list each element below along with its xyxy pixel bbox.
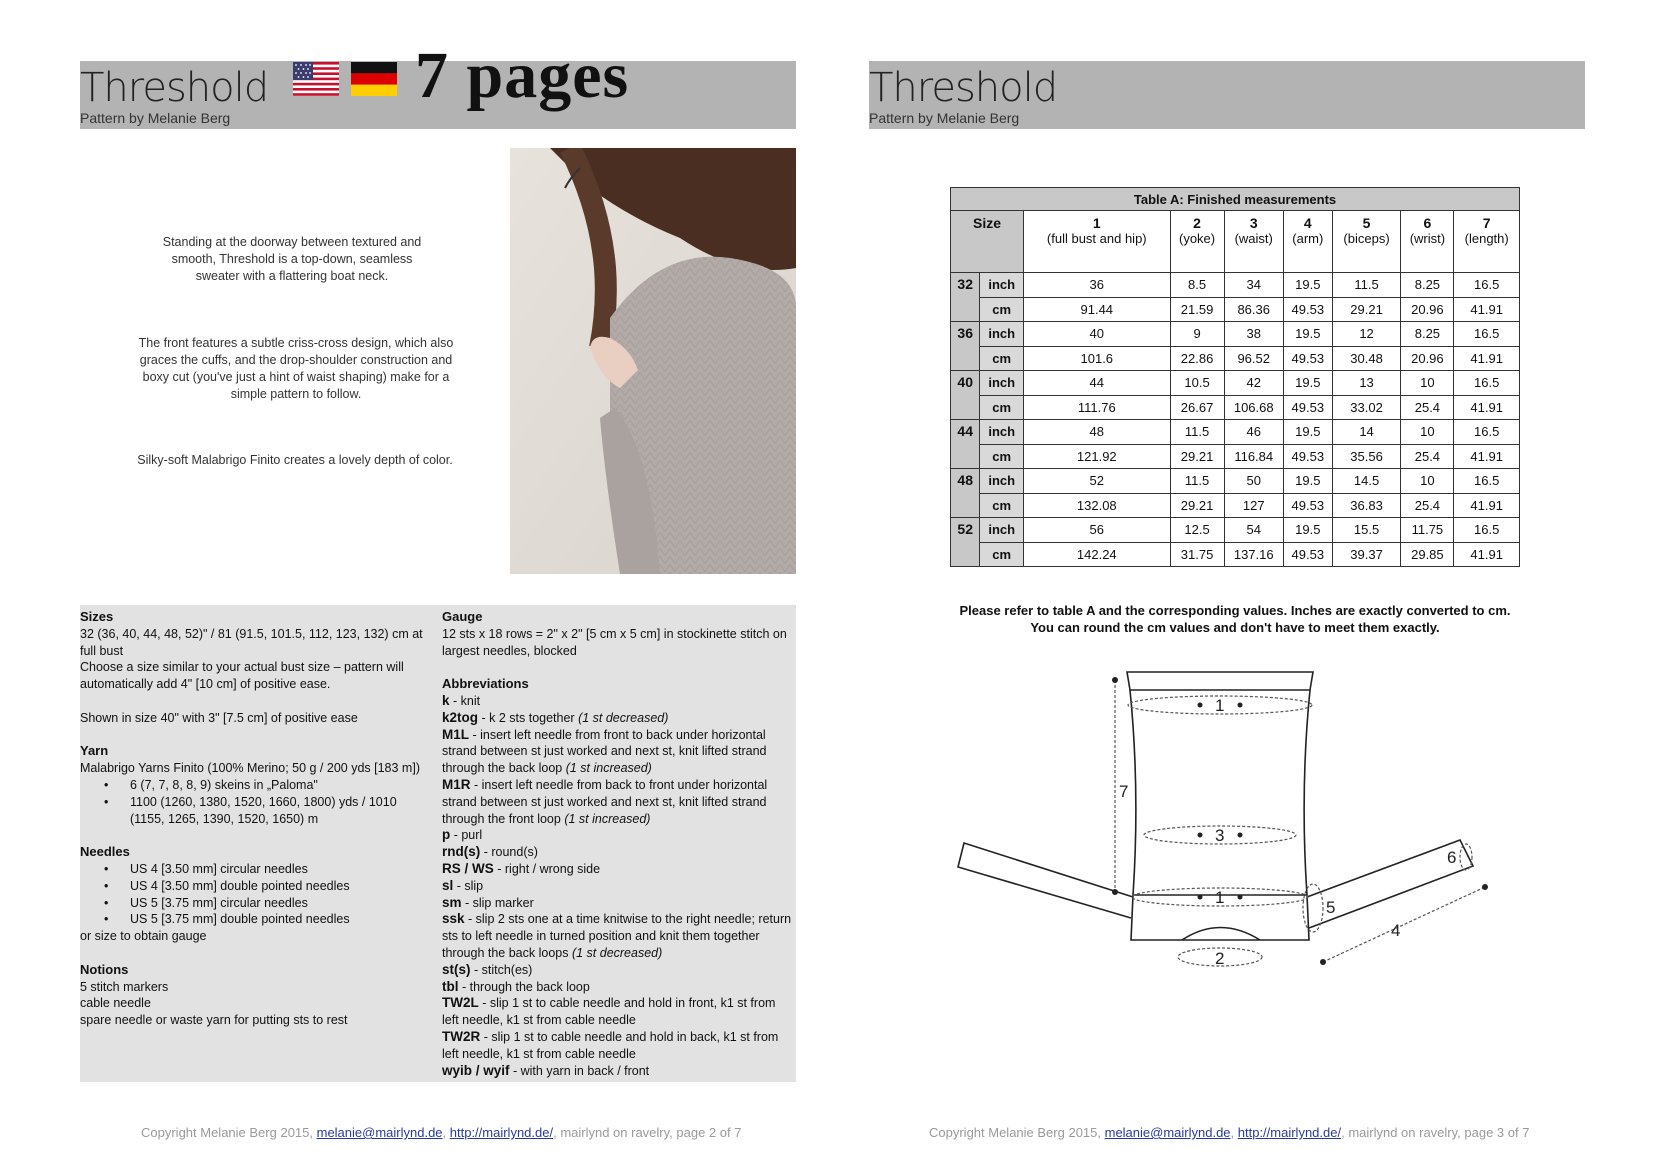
unit-cell: cm [980,542,1024,567]
list-item: • US 4 [3.50 mm] circular needles [130,861,430,878]
value-cell: 41.91 [1454,493,1520,518]
value-cell: 52 [1024,469,1171,494]
abbreviation-note: (1 st decreased) [578,710,669,725]
abbreviation-definition: - stitch(es) [470,962,533,977]
pattern-info-box [80,605,796,1082]
abbreviation-term: k [442,692,450,708]
schematic-label-4: 4 [1391,921,1401,940]
list-item: • US 4 [3.50 mm] double pointed needles [130,878,430,895]
column-number: 2 [1193,215,1201,231]
value-cell: 127 [1224,493,1283,518]
value-cell: 11.75 [1401,518,1454,543]
needles-tail: or size to obtain gauge [80,929,207,944]
column-label: (biceps) [1343,231,1390,246]
unit-cell: inch [980,371,1024,396]
value-cell: 48 [1024,420,1171,445]
value-cell: 29.21 [1170,493,1224,518]
column-header [1170,211,1224,273]
abbreviation-item [442,995,792,1029]
measurements-table [950,187,1520,567]
abbreviation-definition: - slip 1 st to cable needle and hold in back, k1 st from left needle, k1 st from cable needle [442,1029,779,1061]
intro-paragraph: The front features a subtle criss-cross design, which also graces the cuffs, and the drop-shoulder construction and boxy cut (you've just a hint of waist shaping) make for a simple pattern to follow. [138,336,454,401]
value-cell: 49.53 [1283,395,1332,420]
footer-url-link[interactable]: http://mairlynd.de/ [1237,1125,1342,1140]
needles-heading: Needles [80,844,130,860]
unit-cell: inch [980,273,1024,298]
column-number: 7 [1482,215,1491,231]
value-cell: 29.85 [1401,542,1454,567]
size-cell: 36 [951,322,980,371]
value-cell: 12.5 [1170,518,1224,543]
abbreviation-item [442,844,792,861]
abbreviation-definition: - round(s) [480,845,538,860]
left-footer [141,1125,741,1140]
abbreviations-heading: Abbreviations [442,676,529,692]
unit-cell: inch [980,322,1024,347]
value-cell: 49.53 [1283,444,1332,469]
abbreviation-item [442,895,792,912]
value-cell: 25.4 [1401,395,1454,420]
note-line: You can round the cm values and don't have to meet them exactly. [1030,620,1440,635]
table-row [951,273,1520,298]
value-cell: 46 [1224,420,1283,445]
size-cell: 48 [951,469,980,518]
list-item: • 6 (7, 7, 8, 8, 9) skeins in „Paloma" [130,777,430,794]
abbreviation-definition: - slip [453,878,484,893]
abbreviation-note: (1 st decreased) [571,945,663,960]
abbreviation-term: sm [442,894,462,910]
value-cell: 56 [1024,518,1171,543]
unit-cell: inch [980,420,1024,445]
abbreviation-definition: - through the back loop [458,979,590,994]
yarn-list [80,777,430,827]
value-cell: 41.91 [1454,542,1520,567]
info-left-column [80,609,430,1029]
value-cell: 137.16 [1224,542,1283,567]
footer-page-info: , mairlynd on ravelry, page 3 of 7 [1341,1125,1530,1140]
footer-url-link[interactable]: http://mairlynd.de/ [449,1125,554,1140]
value-cell: 11.5 [1332,273,1401,298]
size-cell: 44 [951,420,980,469]
value-cell: 14.5 [1332,469,1401,494]
list-item: • 1100 (1260, 1380, 1520, 1660, 1800) yds / 1010 (1155, 1265, 1390, 1520, 1650) m [130,794,430,828]
unit-cell: cm [980,395,1024,420]
value-cell: 16.5 [1454,518,1520,543]
value-cell: 10 [1401,371,1454,396]
column-number: 3 [1249,215,1258,231]
value-cell: 91.44 [1024,297,1171,322]
value-cell: 9 [1170,322,1224,347]
value-cell: 54 [1224,518,1283,543]
footer-copyright: Copyright Melanie Berg 2015, [141,1125,317,1140]
unit-cell: inch [980,469,1024,494]
abbreviation-item [442,727,792,777]
abbreviation-item [442,693,792,710]
value-cell: 38 [1224,322,1283,347]
abbreviation-item [442,962,792,979]
unit-cell: cm [980,444,1024,469]
value-cell: 111.76 [1024,395,1171,420]
unit-cell: inch [980,518,1024,543]
column-header [1283,211,1332,273]
value-cell: 19.5 [1283,322,1332,347]
abbreviation-term: st(s) [442,961,471,977]
table-row [951,322,1520,347]
footer-page-info: , mairlynd on ravelry, page 2 of 7 [553,1125,742,1140]
value-cell: 22.86 [1170,346,1224,371]
left-page-subtitle: Pattern by Melanie Berg [80,110,231,126]
value-cell: 29.21 [1170,444,1224,469]
right-footer [929,1125,1529,1140]
value-cell: 19.5 [1283,273,1332,298]
value-cell: 34 [1224,273,1283,298]
table-row [951,493,1520,518]
notions-line: cable needle [80,996,151,1011]
column-number: 5 [1362,215,1371,231]
abbreviation-term: sl [442,877,454,893]
value-cell: 15.5 [1332,518,1401,543]
value-cell: 16.5 [1454,371,1520,396]
value-cell: 49.53 [1283,542,1332,567]
abbreviation-definition: - right / wrong side [493,861,601,876]
value-cell: 121.92 [1024,444,1171,469]
sweater-photo [510,148,796,574]
footer-separator: , [442,1125,450,1140]
column-label: (wrist) [1409,231,1446,246]
notions-line: spare needle or waste yarn for putting sts to rest [80,1013,348,1028]
value-cell: 33.02 [1332,395,1401,420]
schematic-label-5: 5 [1326,898,1336,917]
right-page-subtitle: Pattern by Melanie Berg [869,110,1020,126]
value-cell: 106.68 [1224,395,1283,420]
value-cell: 86.36 [1224,297,1283,322]
table-row [951,518,1520,543]
column-number: 1 [1092,215,1101,231]
abbreviation-definition: - slip marker [461,895,534,910]
abbreviation-term: TW2L [442,995,479,1011]
schematic-label-7: 7 [1119,782,1129,801]
value-cell: 29.21 [1332,297,1401,322]
value-cell: 36 [1024,273,1171,298]
value-cell: 41.91 [1454,395,1520,420]
abbreviation-term: wyib / wyif [442,1062,510,1078]
list-item: • US 5 [3.75 mm] double pointed needles [130,911,430,928]
abbreviation-definition: - slip 2 sts one at a time knitwise to the right needle; return sts to left needle in turned position and knit them together through the back loops [442,912,792,960]
value-cell: 10.5 [1170,371,1224,396]
abbreviation-item [442,777,792,827]
schematic-label-1-lower: 1 [1215,888,1225,907]
abbreviation-item [442,827,792,844]
value-cell: 41.91 [1454,444,1520,469]
abbreviation-item [442,911,792,961]
abbreviation-item [442,979,792,996]
value-cell: 44 [1024,371,1171,396]
unit-cell: cm [980,493,1024,518]
abbreviation-term: ssk [442,911,465,927]
column-header [1454,211,1520,273]
schematic-label-6: 6 [1447,848,1457,867]
abbreviation-term: TW2R [442,1028,481,1044]
column-label: (full bust and hip) [1046,231,1147,246]
column-header [1024,211,1171,273]
yarn-line: Malabrigo Yarns Finito (100% Merino; 50 g / 200 yds [183 m]) [80,761,420,776]
left-page-title: Threshold [80,65,269,111]
abbreviations-list [442,693,792,1079]
table-caption: Table A: Finished measurements [951,188,1520,211]
schematic-label-3: 3 [1215,826,1225,845]
abbreviation-item [442,1029,792,1063]
notions-line: 5 stitch markers [80,979,169,994]
value-cell: 14 [1332,420,1401,445]
unit-cell: cm [980,297,1024,322]
footer-email-link[interactable]: melanie@mairlynd.de [316,1125,443,1140]
abbreviation-term: k2tog [442,709,479,725]
column-header [1401,211,1454,273]
abbreviation-definition: - slip 1 st to cable needle and hold in front, k1 st from left needle, k1 st from cable needle [442,996,776,1028]
abbreviation-term: RS / WS [442,860,494,876]
value-cell: 41.91 [1454,346,1520,371]
gauge-heading: Gauge [442,609,483,624]
column-header [1332,211,1401,273]
value-cell: 19.5 [1283,420,1332,445]
value-cell: 41.91 [1454,297,1520,322]
abbreviation-definition: - with yarn in back / front [509,1063,650,1078]
value-cell: 8.25 [1401,273,1454,298]
yarn-heading: Yarn [80,743,109,759]
value-cell: 31.75 [1170,542,1224,567]
column-label: (length) [1464,231,1509,246]
unit-cell: cm [980,346,1024,371]
size-cell: 52 [951,518,980,567]
sizes-line: Choose a size similar to your actual bust size – pattern will automatically add 4" [10 cm] of positive ease. [80,660,404,692]
value-cell: 16.5 [1454,469,1520,494]
abbreviation-term: p [442,827,451,843]
column-header [1224,211,1283,273]
size-header: Size [951,211,1024,273]
note-line: Please refer to table A and the corresponding values. Inches are exactly converted to cm. [959,603,1511,618]
abbreviation-item [442,710,792,727]
value-cell: 50 [1224,469,1283,494]
value-cell: 142.24 [1024,542,1171,567]
value-cell: 42 [1224,371,1283,396]
value-cell: 49.53 [1283,346,1332,371]
abbreviation-term: tbl [442,978,459,994]
value-cell: 13 [1332,371,1401,396]
value-cell: 25.4 [1401,493,1454,518]
value-cell: 101.6 [1024,346,1171,371]
value-cell: 116.84 [1224,444,1283,469]
table-row [951,371,1520,396]
sizes-heading: Sizes [80,609,114,624]
sizes-line: Shown in size 40" with 3" [7.5 cm] of positive ease [80,710,358,725]
value-cell: 16.5 [1454,322,1520,347]
sweater-schematic [955,660,1515,980]
sizes-line: 32 (36, 40, 44, 48, 52)" / 81 (91.5, 101.5, 112, 123, 132) cm at full bust [80,626,423,658]
value-cell: 96.52 [1224,346,1283,371]
abbreviation-definition: - purl [450,828,483,843]
table-row [951,420,1520,445]
column-number: 6 [1423,215,1432,231]
abbreviation-term: M1L [442,726,469,742]
abbreviation-item [442,1063,792,1080]
table-row [951,346,1520,371]
abbreviation-term: M1R [442,776,471,792]
size-cell: 32 [951,273,980,322]
value-cell: 132.08 [1024,493,1171,518]
value-cell: 26.67 [1170,395,1224,420]
footer-copyright: Copyright Melanie Berg 2015, [929,1125,1105,1140]
value-cell: 35.56 [1332,444,1401,469]
value-cell: 10 [1401,469,1454,494]
value-cell: 20.96 [1401,297,1454,322]
pages-count-label: 7 pages [415,39,630,112]
abbreviation-term: rnd(s) [442,844,481,860]
value-cell: 25.4 [1401,444,1454,469]
footer-separator: , [1230,1125,1238,1140]
info-right-column [442,609,792,1079]
value-cell: 11.5 [1170,469,1224,494]
value-cell: 36.83 [1332,493,1401,518]
column-number: 4 [1303,215,1312,231]
value-cell: 40 [1024,322,1171,347]
value-cell: 8.25 [1401,322,1454,347]
value-cell: 12 [1332,322,1401,347]
intro-paragraph: Silky-soft Malabrigo Finito creates a lovely depth of color. [137,453,453,467]
abbreviation-definition: - knit [449,693,481,708]
value-cell: 49.53 [1283,493,1332,518]
value-cell: 19.5 [1283,469,1332,494]
abbreviation-note: (1 st increased) [565,761,652,776]
abbreviation-definition: - insert left needle from front to back under horizontal strand between st just worked and next st, knit lifted strand through the back loop [442,727,767,776]
value-cell: 30.48 [1332,346,1401,371]
table-row [951,297,1520,322]
size-cell: 40 [951,371,980,420]
value-cell: 19.5 [1283,371,1332,396]
value-cell: 49.53 [1283,297,1332,322]
abbreviation-definition: - insert left needle from back to front under horizontal strand between st just worked and next st, knit lifted strand through the front loop [442,777,768,826]
table-note [940,602,1530,636]
footer-email-link[interactable]: melanie@mairlynd.de [1104,1125,1231,1140]
german-flag-icon [351,62,397,96]
notions-heading: Notions [80,961,129,977]
list-item: • US 5 [3.75 mm] circular needles [130,895,430,912]
value-cell: 20.96 [1401,346,1454,371]
gauge-text: 12 sts x 18 rows = 2" x 2" [5 cm x 5 cm] in stockinette stitch on largest needles, blocked [442,626,787,658]
schematic-label-1: 1 [1215,696,1225,715]
abbreviation-note: (1 st increased) [564,811,651,826]
column-label: (yoke) [1179,231,1216,246]
table-row [951,444,1520,469]
value-cell: 21.59 [1170,297,1224,322]
value-cell: 16.5 [1454,420,1520,445]
intro-paragraph: Standing at the doorway between textured and smooth, Threshold is a top-down, seamless sweater with a flattering boat neck. [162,235,422,283]
table-row [951,542,1520,567]
value-cell: 8.5 [1170,273,1224,298]
table-row [951,395,1520,420]
abbreviation-item [442,861,792,878]
value-cell: 39.37 [1332,542,1401,567]
value-cell: 10 [1401,420,1454,445]
needles-list [80,861,430,928]
us-flag-icon [293,62,339,96]
right-page-title: Threshold [869,65,1058,111]
value-cell: 11.5 [1170,420,1224,445]
abbreviation-definition: - k 2 sts together [478,710,579,725]
value-cell: 16.5 [1454,273,1520,298]
schematic-label-2: 2 [1215,949,1225,968]
abbreviation-item [442,878,792,895]
column-label: (arm) [1292,231,1324,246]
column-label: (waist) [1234,231,1273,246]
table-row [951,469,1520,494]
value-cell: 19.5 [1283,518,1332,543]
